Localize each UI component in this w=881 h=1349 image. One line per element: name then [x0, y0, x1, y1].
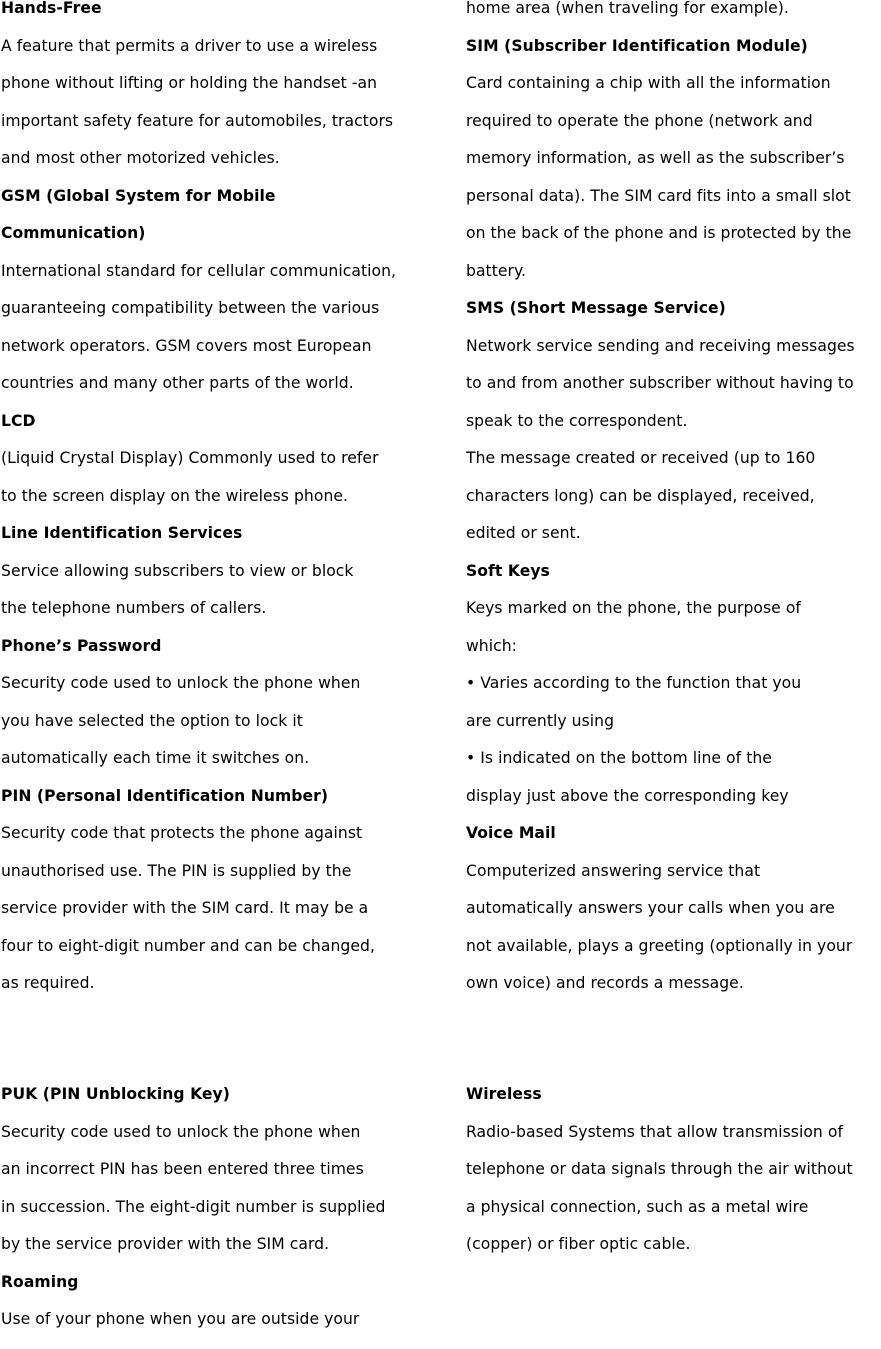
glossary-definition-line: memory information, as well as the subscriber’s	[466, 149, 845, 167]
glossary-term-heading: Wireless	[466, 1085, 542, 1103]
glossary-definition-line: to the screen display on the wireless phone.	[1, 486, 349, 505]
glossary-definition-line: own voice) and records a message.	[466, 974, 744, 992]
glossary-definition-line: in succession. The eight-digit number is supplied	[1, 1197, 386, 1216]
glossary-definition-line: guaranteeing compatibility between the various	[1, 299, 380, 317]
right-column-bottom	[466, 1086, 853, 1274]
left-column-top	[1, 0, 396, 1013]
glossary-definition-line: the telephone numbers of callers.	[1, 599, 267, 617]
glossary-definition-line: as required.	[1, 974, 95, 992]
glossary-term-heading: Communication)	[1, 224, 146, 242]
glossary-term-heading: Phone’s Password	[1, 636, 162, 655]
glossary-definition-line: a physical connection, such as a metal wire	[466, 1197, 809, 1216]
glossary-definition-line: which:	[466, 636, 517, 655]
glossary-definition-line: phone without lifting or holding the handset -an	[1, 74, 378, 92]
glossary-definition-line: Security code that protects the phone against	[1, 824, 363, 842]
glossary-term-heading: SMS (Short Message Service)	[466, 299, 726, 317]
right-column-top	[466, 0, 855, 1013]
glossary-term-heading: Roaming	[1, 1272, 79, 1291]
glossary-definition-line: (copper) or fiber optic cable.	[466, 1235, 691, 1253]
glossary-definition-line: personal data). The SIM card fits into a small slot	[466, 186, 851, 205]
glossary-term-heading: PUK (PIN Unblocking Key)	[1, 1085, 230, 1103]
glossary-term-heading: LCD	[1, 411, 36, 430]
glossary-term-heading: Hands-Free	[1, 0, 102, 17]
glossary-definition-line: speak to the correspondent.	[466, 411, 688, 430]
glossary-term-heading: SIM (Subscriber Identification Module)	[466, 36, 808, 55]
glossary-definition-line: (Liquid Crystal Display) Commonly used to refer	[1, 449, 379, 467]
glossary-definition-line: service provider with the SIM card. It may be a	[1, 899, 369, 917]
glossary-definition-line: automatically each time it switches on.	[1, 749, 310, 767]
glossary-definition-line: home area (when traveling for example).	[466, 0, 789, 17]
glossary-term-heading: Line Identification Services	[1, 524, 243, 542]
glossary-definition-line: Service allowing subscribers to view or block	[1, 561, 354, 580]
glossary-definition-line: important safety feature for automobiles, tractors	[1, 111, 394, 130]
glossary-definition-line: by the service provider with the SIM card.	[1, 1235, 330, 1253]
glossary-definition-line: Network service sending and receiving messages	[466, 336, 855, 355]
glossary-definition-line: The message created or received (up to 160	[466, 449, 816, 467]
glossary-definition-line: required to operate the phone (network and	[466, 111, 813, 130]
glossary-definition-line: edited or sent.	[466, 524, 581, 542]
glossary-definition-line: four to eight-digit number and can be changed,	[1, 936, 375, 955]
glossary-definition-line: • Varies according to the function that you	[466, 674, 802, 692]
glossary-definition-line: and most other motorized vehicles.	[1, 149, 280, 167]
glossary-definition-line: not available, plays a greeting (optionally in your	[466, 936, 853, 955]
glossary-definition-line: International standard for cellular communication,	[1, 261, 397, 280]
glossary-definition-line: Use of your phone when you are outside your	[1, 1310, 360, 1328]
glossary-term-heading: GSM (Global System for Mobile	[1, 186, 276, 205]
glossary-definition-line: Radio-based Systems that allow transmission of	[466, 1122, 843, 1141]
glossary-definition-line: telephone or data signals through the air without	[466, 1160, 853, 1178]
left-column-bottom	[1, 1086, 385, 1349]
glossary-definition-line: • Is indicated on the bottom line of the	[466, 749, 772, 767]
glossary-definition-line: characters long) can be displayed, received,	[466, 486, 815, 505]
glossary-definition-line: A feature that permits a driver to use a wireless	[1, 36, 378, 55]
glossary-definition-line: Keys marked on the phone, the purpose of	[466, 599, 801, 617]
glossary-definition-line: network operators. GSM covers most European	[1, 336, 372, 355]
glossary-definition-line: Computerized answering service that	[466, 861, 761, 880]
glossary-definition-line: countries and many other parts of the world.	[1, 374, 354, 392]
glossary-definition-line: unauthorised use. The PIN is supplied by the	[1, 861, 352, 880]
glossary-definition-line: Security code used to unlock the phone when	[1, 1122, 361, 1141]
glossary-term-heading: Soft Keys	[466, 561, 550, 580]
glossary-definition-line: are currently using	[466, 711, 615, 730]
glossary-definition-line: automatically answers your calls when you are	[466, 899, 835, 917]
glossary-definition-line: display just above the corresponding key	[466, 786, 789, 805]
glossary-definition-line: an incorrect PIN has been entered three times	[1, 1160, 364, 1178]
glossary-term-heading: PIN (Personal Identification Number)	[1, 786, 329, 805]
glossary-definition-line: battery.	[466, 261, 527, 280]
glossary-definition-line: Card containing a chip with all the information	[466, 74, 831, 92]
glossary-definition-line: Security code used to unlock the phone when	[1, 674, 361, 692]
glossary-term-heading: Voice Mail	[466, 824, 556, 842]
glossary-definition-line: you have selected the option to lock it	[1, 711, 303, 730]
glossary-definition-line: to and from another subscriber without having to	[466, 374, 854, 392]
glossary-definition-line: on the back of the phone and is protected by the	[466, 224, 852, 242]
